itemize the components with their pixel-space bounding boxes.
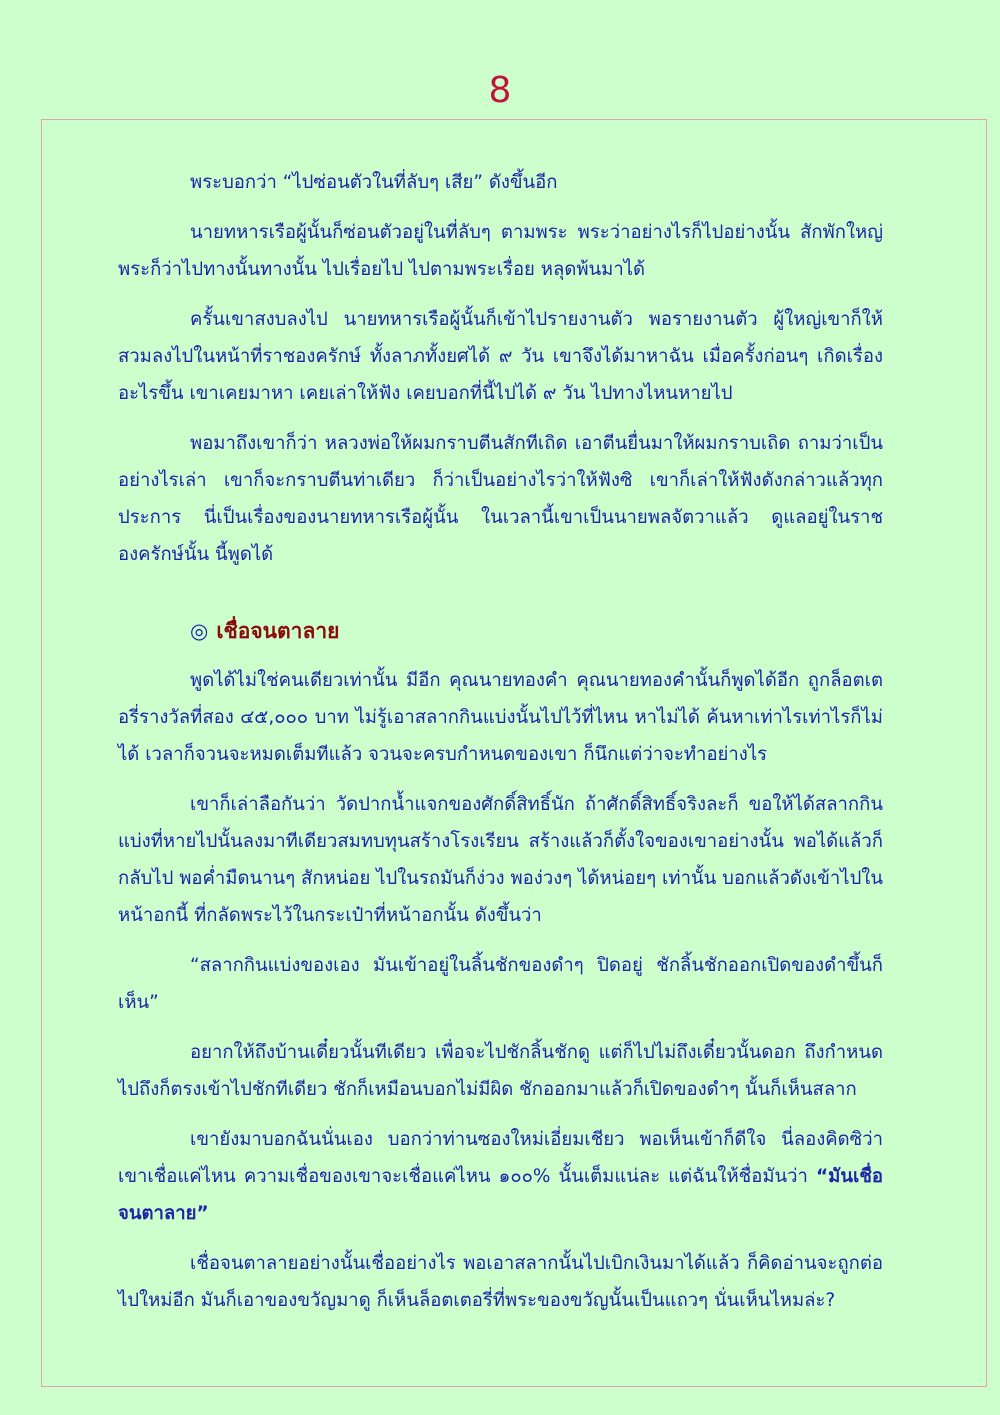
page-number: 8 [488,70,512,111]
paragraph: อยากให้ถึงบ้านเดี๋ยวนั้นทีเดียว เพื่อจะไปชักลิ้นชักดู แต่ก็ไปไม่ถึงเดี๋ยวนั้นดอก ถึงกำหนดไปถึงก็ตรงเข้าไปชักทีเดียว ชักก็เหมือนบอกไม่มีผิด ชักออกมาแล้วก็เปิดของดำๆ นั้นก็เห็นสลาก [118,1042,883,1100]
paragraph-text: เขายังมาบอกฉันนั่นเอง บอกว่าท่านซองใหม่เอี่ยมเชียว พอเห็นเข้าก็ดีใจ นี่ลองคิดซิว่าเขาเชื่อแค่ไหน ความเชื่อของเขาจะเชื่อแค่ไหน ๑๐๐% นั้นเต็มแน่ละ แต่ฉันให้ชื่อมันว่า [118,1129,883,1187]
paragraph: เขาก็เล่าลือกันว่า วัดปากน้ำแจกของศักดิ์สิทธิ์นัก ถ้าศักดิ์สิทธิ์จริงละก็ ขอให้ได้สลากกินแบ่งที่หายไปนั้นลงมาทีเดียวสมทบทุนสร้างโรงเรียน สร้างแล้วก็ตั้งใจของเขาอย่างนั้น พอได้แล้วก็กลับไป พอค่ำมืดนานๆ สักหน่อย ไปในรถมันก็ง่วง พอง่วงๆ ได้หน่อยๆ เท่านั้น บอกแล้วดังเข้าไปในหน้าอกนี้ ที่กลัดพระไว้ในกระเป๋าที่หน้าอกนั้น ดังขึ้นว่า [118,794,883,926]
bullseye-icon: ◎ [190,619,209,643]
section-heading-text: เชื่อจนตาลาย [216,619,340,643]
paragraph: นายทหารเรือผู้นั้นก็ซ่อนตัวอยู่ในที่ลับๆ ตามพระ พระว่าอย่างไรก็ไปอย่างนั้น สักพักใหญ่ พระก็ว่าไปทางนั้นทางนั้น ไปเรื่อยไป ไปตามพระเรื่อย หลุดพ้นมาได้ [118,222,883,280]
paragraph: พูดได้ไม่ใช่คนเดียวเท่านั้น มีอีก คุณนายทองคำ คุณนายทองคำนั้นก็พูดได้อีก ถูกล็อตเตอรี่รางวัลที่สอง ๔๕,๐๐๐ บาท ไม่รู้เอาสลากกินแบ่งนั้นไปไว้ที่ไหน หาไม่ได้ ค้นหาเท่าไรเท่าไรก็ไม่ได้ เวลาก็จวนจะหมดเต็มทีแล้ว จวนจะครบกำหนดของเขา ก็นึกแต่ว่าจะทำอย่างไร [118,670,883,765]
emphasized-quote: “มันเชื่อจนตาลาย” [118,1166,883,1224]
paragraph: พระบอกว่า “ไปซ่อนตัวในที่ลับๆ เสีย” ดังขึ้นอีก [190,172,558,193]
paragraph: “สลากกินแบ่งของเอง มันเข้าอยู่ในลิ้นชักของดำๆ ปิดอยู่ ชักลิ้นชักออกเปิดของดำขึ้นก็เห็น” [118,955,883,1013]
document-body [118,164,883,1332]
section-heading [190,613,883,650]
paragraph: เชื่อจนตาลายอย่างนั้นเชื่ออย่างไร พอเอาสลากนั้นไปเบิกเงินมาได้แล้ว ก็คิดอ่านจะถูกต่อไปใหม่อีก มันก็เอาของขวัญมาดู ก็เห็นล็อตเตอรี่ที่พระของขวัญนั้นเป็นแถวๆ นั่นเห็นไหมล่ะ? [118,1253,883,1311]
paragraph [118,1121,883,1232]
paragraph: พอมาถึงเขาก็ว่า หลวงพ่อให้ผมกราบตีนสักทีเถิด เอาตีนยื่นมาให้ผมกราบเถิด ถามว่าเป็นอย่างไรเล่า เขาก็จะกราบตีนท่าเดียว ก็ว่าเป็นอย่างไรว่าให้ฟังซิ เขาก็เล่าให้ฟังดังกล่าวแล้วทุกประการ นี่เป็นเรื่องของนายทหารเรือผู้นั้น ในเวลานี้เขาเป็นนายพลจัตวาแล้ว ดูแลอยู่ในราชองครักษ์นั้น นี้พูดได้ [118,433,883,565]
paragraph: ครั้นเขาสงบลงไป นายทหารเรือผู้นั้นก็เข้าไปรายงานตัว พอรายงานตัว ผู้ใหญ่เขาก็ให้สวมลงไปในหน้าที่ราชองครักษ์ ทั้งลาภทั้งยศได้ ๙ วัน เขาจึงได้มาหาฉัน เมื่อครั้งก่อนๆ เกิดเรื่องอะไรขึ้น เขาเคยมาหา เคยเล่าให้ฟัง เคยบอกที่นี้ไปได้ ๙ วัน ไปทางไหนหายไป [118,309,883,404]
